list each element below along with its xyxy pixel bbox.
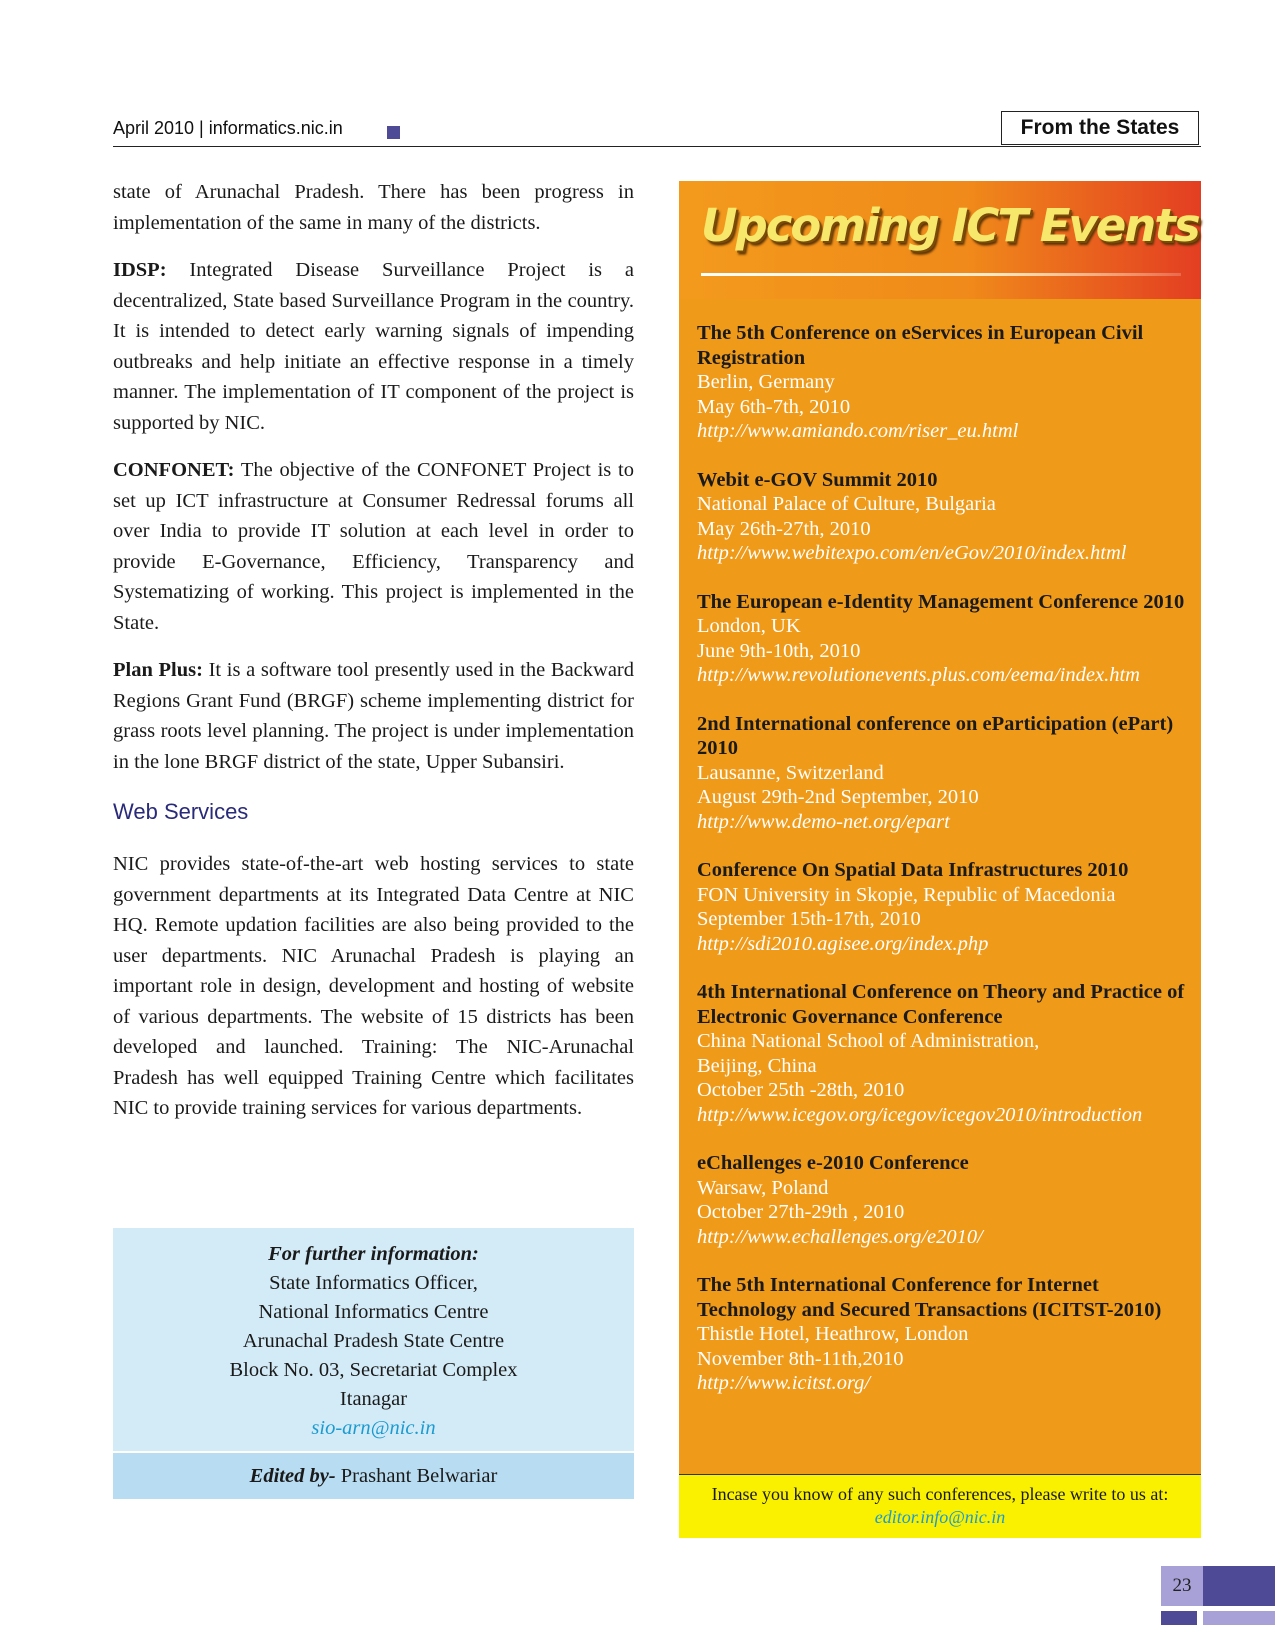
event-url-link[interactable]: http://www.amiando.com/riser_eu.html — [697, 420, 1019, 442]
left-column — [113, 177, 634, 1141]
event-url-link[interactable]: http://www.demo-net.org/epart — [697, 810, 950, 833]
contact-email-link[interactable]: sio-arn@nic.in — [311, 1417, 436, 1439]
event-detail: National Palace of Culture, Bulgaria — [697, 493, 996, 515]
event-detail: Thistle Hotel, Heathrow, London — [697, 1323, 969, 1345]
event-detail: June 9th-10th, 2010 — [697, 639, 861, 662]
event-title: 4th International Conference on Theory and Practice of Electronic Governance Conference — [697, 981, 1185, 1028]
event-url-link[interactable]: http://www.icegov.org/icegov/icegov2010/introduction — [697, 1103, 1143, 1126]
event-detail: August 29th-2nd September, 2010 — [697, 786, 979, 808]
header-square-icon — [387, 126, 400, 139]
contact-line: Arunachal Pradesh State Centre — [242, 1330, 505, 1352]
confonet-text: The objective of the CONFONET Project is to set up ICT infrastructure at Consumer Redressal forums all over India to provide IT solution at each level in order to provide E-Governance, Efficiency, Transparency and Systematizing of working. This project is implemented in the State. — [113, 459, 634, 634]
header-left: April 2010 | informatics.nic.in — [113, 118, 343, 138]
event-detail: September 15th-17th, 2010 — [697, 908, 921, 930]
event-detail: Lausanne, Switzerland — [697, 761, 884, 784]
contact-line: Block No. 03, Secretariat Complex — [229, 1359, 518, 1381]
contact-line: National Informatics Centre — [258, 1301, 489, 1323]
planplus-paragraph — [113, 655, 634, 777]
event-detail: FON University in Skopje, Republic of Macedonia — [697, 883, 1116, 906]
event-title: 2nd International conference on eParticipation (ePart) 2010 — [697, 712, 1174, 759]
contact-line: State Informatics Officer, — [269, 1272, 478, 1294]
event-item — [697, 468, 1197, 566]
event-detail: China National School of Administration, — [697, 1030, 1040, 1052]
event-item — [697, 980, 1197, 1127]
event-item — [697, 858, 1197, 956]
event-url-link[interactable]: http://www.icitst.org/ — [697, 1372, 871, 1394]
planplus-label: Plan Plus: — [113, 659, 203, 681]
event-detail: October 25th -28th, 2010 — [697, 1079, 905, 1101]
web-services-heading: Web Services — [113, 799, 249, 824]
event-title: The European e-Identity Management Conference 2010 — [697, 590, 1185, 613]
web-services-paragraph: NIC provides state-of-the-art web hosting services to state government departments at its Integrated Data Centre at NIC HQ. Remote updation facilities are also being provided to the user departments. NIC Arunachal Pradesh is playing an important role in design, development and hosting of website of various departments. The website of 15 districts has been developed and launched. Training: The NIC-Arunachal Pradesh has well equipped Training Centre which facilitates NIC to provide training services for various departments. — [113, 853, 634, 1119]
event-detail: November 8th-11th,2010 — [697, 1347, 904, 1370]
idsp-text: Integrated Disease Surveillance Project is a decentralized, State based Surveillance Program in the country. It is intended to detect early warning signals of impending outbreaks and help initiate an effective response in a timely manner. The implementation of IT component of the project is supported by NIC. — [113, 259, 634, 434]
contact-line: Itanagar — [339, 1388, 408, 1410]
footer-note-text: Incase you know of any such conferences, please write to us at: — [711, 1484, 1169, 1504]
confonet-label: CONFONET: — [113, 459, 235, 481]
section-tag: From the States — [1001, 111, 1199, 145]
event-title: Conference On Spatial Data Infrastructures 2010 — [697, 859, 1129, 881]
event-item — [697, 1273, 1197, 1396]
header-rule — [113, 146, 1201, 147]
event-item — [697, 1151, 1197, 1249]
event-detail: May 6th-7th, 2010 — [697, 395, 851, 418]
event-detail: Berlin, Germany — [697, 371, 835, 393]
page-tab-decoration — [1203, 1566, 1275, 1606]
event-detail: May 26th-27th, 2010 — [697, 517, 871, 540]
page-strip-decoration — [1203, 1611, 1275, 1625]
planplus-text: It is a software tool presently used in the Backward Regions Grant Fund (BRGF) scheme implementing district for grass roots level planning. The project is under implementation in the lone BRGF district of the state, Upper Subansiri. — [113, 659, 635, 773]
event-detail: Warsaw, Poland — [697, 1176, 829, 1199]
event-title: eChallenges e-2010 Conference — [697, 1152, 969, 1174]
edited-label: Edited by- — [249, 1465, 336, 1487]
event-title: Webit e-GOV Summit 2010 — [697, 468, 938, 491]
events-panel — [679, 181, 1201, 1538]
event-item — [697, 590, 1197, 688]
edited-by-box — [113, 1453, 634, 1499]
event-url-link[interactable]: http://www.echallenges.org/e2010/ — [697, 1225, 983, 1248]
contact-info-box — [113, 1228, 634, 1451]
events-banner — [679, 181, 1201, 299]
footer-email-link[interactable]: editor.info@nic.in — [874, 1507, 1006, 1527]
event-detail: London, UK — [697, 615, 801, 637]
events-list — [697, 321, 1197, 1420]
event-url-link[interactable]: http://www.webitexpo.com/en/eGov/2010/index.html — [697, 542, 1127, 564]
intro-paragraph: state of Arunachal Pradesh. There has been progress in implementation of the same in many of the districts. — [113, 181, 634, 234]
banner-underline — [701, 273, 1181, 276]
editor-name: Prashant Belwariar — [335, 1465, 498, 1487]
event-detail: Beijing, China — [697, 1054, 817, 1077]
confonet-paragraph — [113, 455, 634, 638]
event-title: The 5th Conference on eServices in European Civil Registration — [697, 322, 1144, 369]
event-url-link[interactable]: http://www.revolutionevents.plus.com/eema/index.htm — [697, 664, 1140, 686]
event-item — [697, 712, 1197, 835]
contact-title: For further information: — [268, 1243, 479, 1265]
idsp-paragraph — [113, 255, 634, 438]
event-detail: October 27th-29th , 2010 — [697, 1201, 905, 1223]
event-item — [697, 321, 1197, 444]
events-title: Upcoming ICT Events — [701, 199, 1199, 252]
events-footer-note — [679, 1474, 1201, 1538]
idsp-label: IDSP: — [113, 259, 167, 281]
page-strip-decoration — [1161, 1611, 1197, 1625]
page-number: 23 — [1161, 1566, 1203, 1606]
event-url-link[interactable]: http://sdi2010.agisee.org/index.php — [697, 932, 989, 955]
event-title: The 5th International Conference for Internet Technology and Secured Transactions (ICITST-2010) — [697, 1274, 1162, 1321]
